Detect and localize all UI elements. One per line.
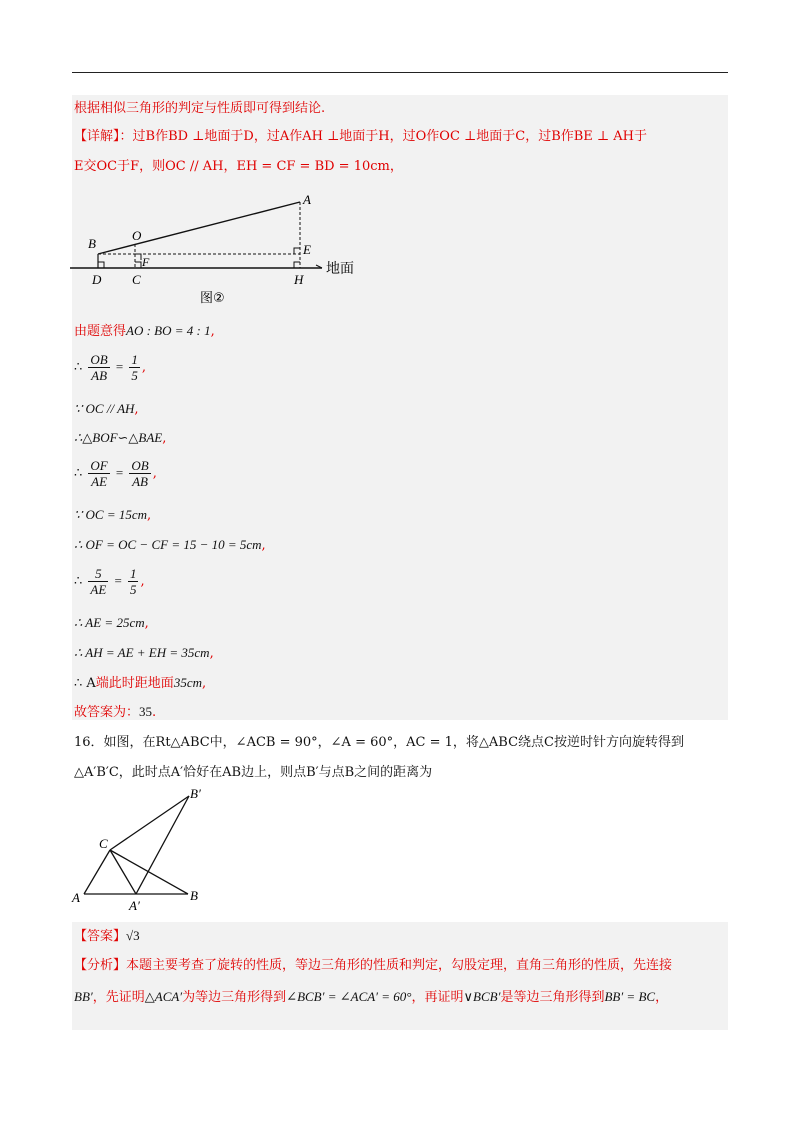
detail-tag: 【详解】 xyxy=(74,129,120,144)
ground-label: 地面 xyxy=(326,261,354,277)
label-O: O xyxy=(132,228,142,243)
step-end: ∴ A端此时距地面35cm, xyxy=(74,675,207,691)
step-parallel: ∵ OC // AH, xyxy=(74,401,139,417)
label-E: E xyxy=(303,242,311,257)
step-ae: ∴ AE = 25cm, xyxy=(74,615,149,631)
ratio-line: 由题意得AO : BO = 4 : 1, xyxy=(74,323,215,339)
figure-caption: 图② xyxy=(200,291,225,306)
answer-line: 故答案为：35. xyxy=(74,704,157,720)
ratio-prefix: 由题意得 xyxy=(74,324,127,339)
solution-intro: 根据相似三角形的判定与性质即可得到结论. xyxy=(74,101,326,116)
label-B-prime: B′ xyxy=(190,786,201,801)
step-frac-2: ∴ $\frac{OF}{AE}$ = $\frac{OB}{AB}$ , xyxy=(74,458,157,489)
label-D: D xyxy=(92,272,102,287)
label-C2: C xyxy=(99,836,108,851)
detail-line-1 xyxy=(74,128,647,146)
answer-background xyxy=(72,922,728,1030)
step-frac-1: ∴ $\frac{OB}{AB}$ = $\frac{1}{5}$ , xyxy=(74,352,147,383)
problem16-line-1: 16．如图，在Rt△ABC中，∠ACB = 90°，∠A = 60°，AC = 1，将△ABC绕点C按逆时针方向旋转得到 xyxy=(74,735,684,750)
figure-rotation-diagram xyxy=(66,786,226,916)
label-A-prime: A′ xyxy=(129,898,140,913)
figure-ground-diagram xyxy=(70,188,370,308)
label-H: H xyxy=(294,272,304,287)
problem16-line-2: △A′B′C，此时点A′恰好在AB边上，则点B′与点B之间的距离为 xyxy=(74,765,433,780)
label-B: B xyxy=(88,236,96,251)
detail-text-1: ：过B作BD ⊥地面于D，过A作AH ⊥地面于H，过O作OC ⊥地面于C，过B作BE ⊥ AH于 xyxy=(119,129,648,144)
step-of: ∴ OF = OC − CF = 15 − 10 = 5cm, xyxy=(74,537,266,553)
label-A2: A xyxy=(72,890,80,905)
step-ah: ∴ AH = AE + EH = 35cm, xyxy=(74,645,214,661)
problem16-answer: 【答案】√3 xyxy=(74,928,140,944)
step-similar: ∴△BOF∽△BAE, xyxy=(74,430,167,446)
step-oc: ∵ OC = 15cm, xyxy=(74,507,152,523)
label-C: C xyxy=(132,272,141,287)
label-B2: B xyxy=(190,888,198,903)
problem16-analysis-1: 【分析】本题主要考查了旋转的性质，等边三角形的性质和判定，勾股定理，直角三角形的性质，先连接 xyxy=(74,958,673,973)
step-frac-3: ∴ $\frac{5}{AE}$ = $\frac{1}{5}$ , xyxy=(74,566,145,597)
detail-line-2: E交OC于F，则OC // AH，EH = CF = BD = 10cm， xyxy=(74,159,403,174)
problem16-analysis-2: BB′，先证明△ACA′为等边三角形得到∠BCB′ = ∠ACA′ = 60°，再证明∨BCB′是等边三角形得到BB′ = BC， xyxy=(74,989,669,1005)
label-A: A xyxy=(303,192,311,207)
header-rule xyxy=(72,72,728,73)
ratio-expr: AO : BO = 4 : 1 xyxy=(126,323,211,338)
label-F: F xyxy=(142,255,150,269)
